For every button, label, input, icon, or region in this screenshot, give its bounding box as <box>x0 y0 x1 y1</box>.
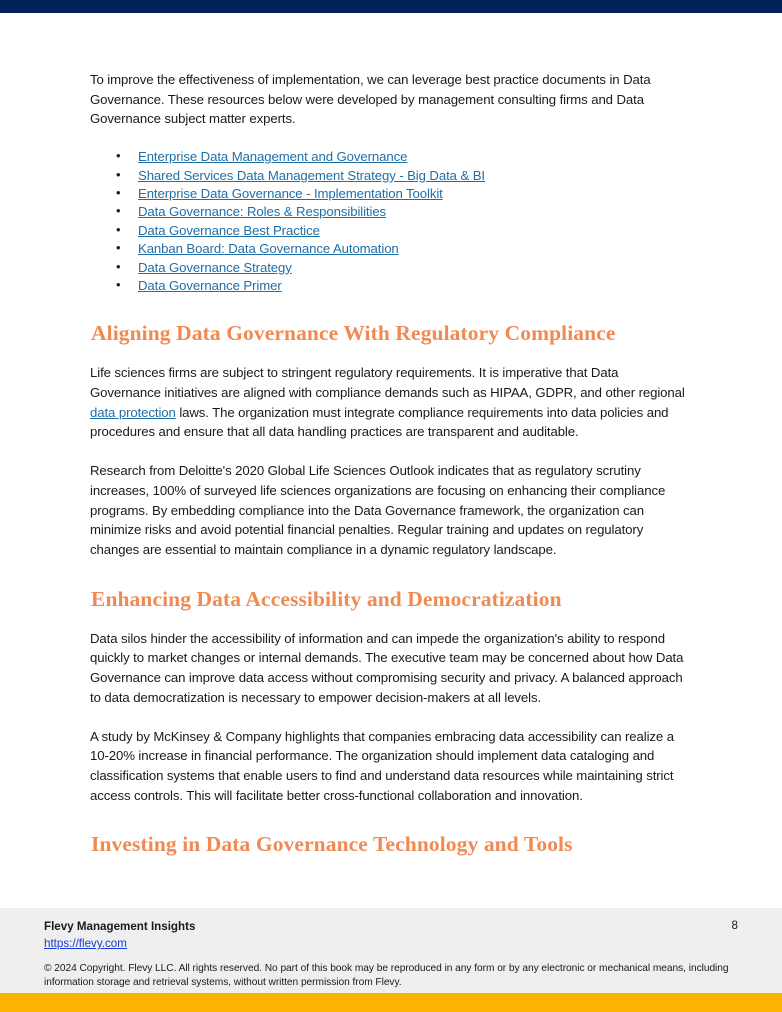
footer-website-link[interactable]: https://flevy.com <box>44 937 127 950</box>
list-item[interactable] <box>138 185 692 203</box>
bottom-accent-bar <box>0 993 782 1012</box>
document-page <box>0 13 782 908</box>
intro-paragraph: To improve the effectiveness of implementation, we can leverage best practice documents in Data Governance. These resources below were developed by management consulting firms and Data Governance subject matter experts. <box>90 72 651 127</box>
list-item[interactable] <box>138 222 692 240</box>
section-2-paragraph-1: Data silos hinder the accessibility of information and can impede the organization's ability to respond quickly to market changes or internal demands. The executive team may be concerned about how Data Governance can improve data access without compromising security and privacy. A balanced approach to data democratization is necessary to empower decision-makers at all levels. <box>90 630 684 705</box>
data-protection-link[interactable]: data protection <box>90 404 176 420</box>
page-number: 8 <box>731 919 738 932</box>
copyright-notice: © 2024 Copyright. Flevy LLC. All rights reserved. No part of this book may be reproduced in any form or by any electronic or mechanical means, including information storage and retrieval systems, without written permission from Flevy. <box>44 963 729 989</box>
footer-brand-name: Flevy Management Insights <box>44 920 196 933</box>
list-item[interactable] <box>138 240 692 258</box>
section-1-paragraph-2: Research from Deloitte's 2020 Global Life Sciences Outlook indicates that as regulatory scrutiny increases, 100% of surveyed life sciences organizations are focusing on enhancing their compliance programs. By embedding compliance into the Data Governance framework, the organization can minimize risks and avoid potential financial penalties. Regular training and updates on regulatory changes are essential to maintain compliance in a dynamic regulatory landscape. <box>90 463 666 557</box>
resource-link-list <box>90 148 692 295</box>
page-content <box>90 70 692 874</box>
list-item[interactable] <box>138 259 692 277</box>
paragraph-text-before-link: Life sciences firms are subject to stringent regulatory requirements. It is imperative that Data Governance initiatives are aligned with compliance demands such as HIPAA, GDPR, and other regional <box>90 365 685 401</box>
resource-link[interactable]: Data Governance: Roles & Responsibilities <box>138 204 387 220</box>
list-item[interactable] <box>138 148 692 166</box>
section-1-paragraph-1 <box>90 363 692 442</box>
paragraph-text-after-link: laws. The organization must integrate compliance requirements into data policies and procedures and ensure that all data handling practices are transparent and auditable. <box>90 404 669 440</box>
section-heading-data-accessibility: Enhancing Data Accessibility and Democratization <box>91 586 562 611</box>
section-2-paragraph-2: A study by McKinsey & Company highlights that companies embracing data accessibility can realize a 10-20% increase in financial performance. The organization should implement data cataloging and classification systems that enable users to find and understand data resources while maintaining strict access controls. This will facilitate better cross-functional collaboration and innovation. <box>90 728 674 803</box>
top-navy-bar <box>0 0 782 13</box>
section-heading-governance-technology: Investing in Data Governance Technology and Tools <box>91 832 573 857</box>
list-item[interactable] <box>138 277 692 295</box>
resource-link[interactable]: Data Governance Best Practice <box>138 222 320 238</box>
resource-link[interactable]: Data Governance Primer <box>138 277 282 293</box>
resource-link[interactable]: Data Governance Strategy <box>138 259 292 275</box>
page-footer <box>0 908 782 993</box>
section-heading-regulatory-compliance: Aligning Data Governance With Regulatory Compliance <box>91 321 616 346</box>
resource-link[interactable]: Kanban Board: Data Governance Automation <box>138 241 399 257</box>
list-item[interactable] <box>138 203 692 221</box>
footer-brand-block <box>44 919 744 952</box>
resource-link[interactable]: Enterprise Data Management and Governance <box>138 149 408 165</box>
resource-link[interactable]: Enterprise Data Governance - Implementation Toolkit <box>138 185 443 201</box>
resource-link[interactable]: Shared Services Data Management Strategy - Big Data & BI <box>138 167 485 183</box>
list-item[interactable] <box>138 167 692 185</box>
